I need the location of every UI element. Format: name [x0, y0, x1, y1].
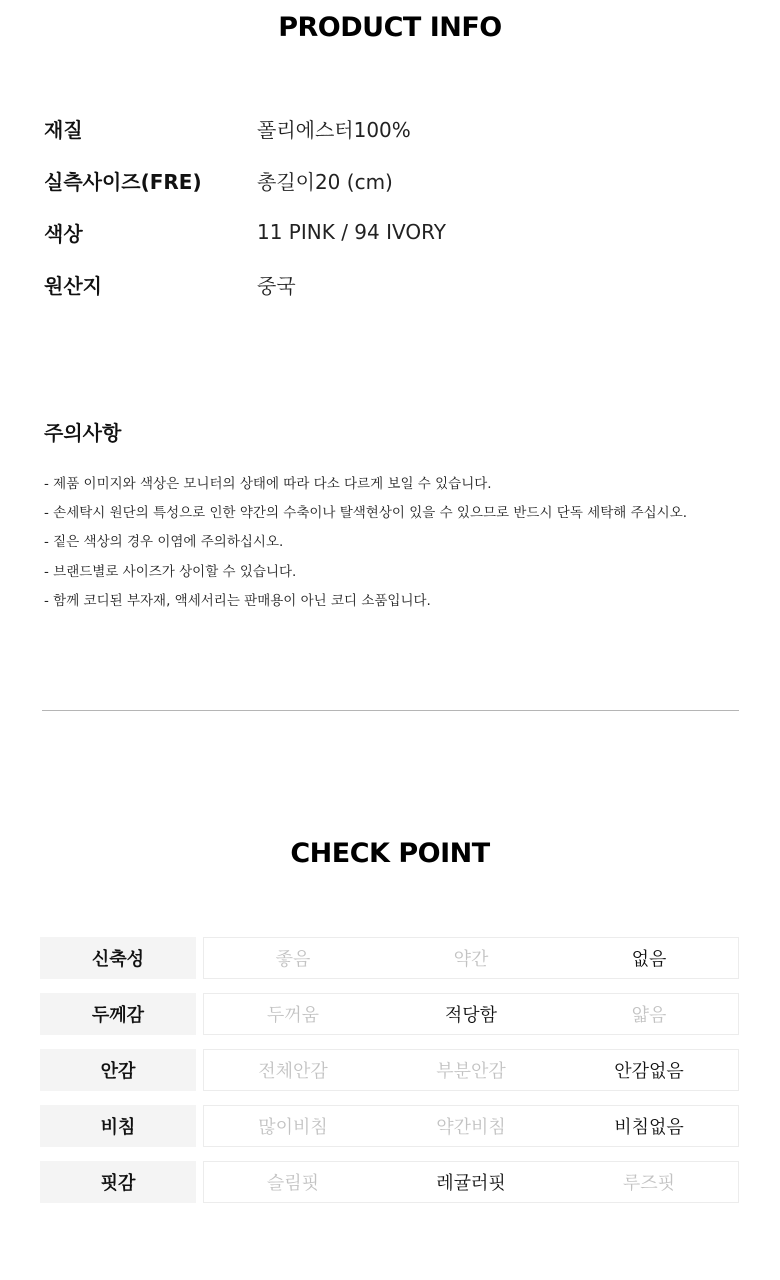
check-label: 신축성: [40, 937, 196, 979]
notice-item: - 짙은 색상의 경우 이염에 주의하십시오.: [44, 534, 284, 551]
section-divider: [42, 710, 739, 711]
check-row-sheerness: [40, 1105, 739, 1147]
info-value: 총길이20 (cm): [257, 169, 393, 194]
info-row-material: [44, 102, 734, 154]
check-option: 두꺼움: [266, 1005, 320, 1026]
check-point-table: [40, 937, 739, 1217]
product-info-title: PRODUCT INFO: [278, 12, 502, 43]
check-label: 안감: [40, 1049, 196, 1091]
check-option: 부분안감: [436, 1061, 506, 1082]
check-option: 적당함: [444, 1005, 498, 1026]
info-value: 중국: [257, 273, 296, 298]
check-options: [203, 1049, 739, 1091]
check-options: [203, 993, 739, 1035]
info-label: 색상: [44, 221, 83, 246]
check-option: 레귤러핏: [436, 1173, 506, 1194]
product-info-table: [44, 102, 734, 310]
check-row-fit: [40, 1161, 739, 1203]
check-option: 많이비침: [258, 1117, 328, 1138]
info-value: 폴리에스터100%: [257, 117, 411, 142]
notice-item: - 손세탁시 원단의 특성으로 인한 약간의 수축이나 탈색현상이 있을 수 있으므로 반드시 단독 세탁해 주십시오.: [44, 505, 688, 522]
check-row-elasticity: [40, 937, 739, 979]
check-option: 좋음: [275, 949, 311, 970]
check-options: [203, 1105, 739, 1147]
info-row-size: [44, 154, 734, 206]
check-option: 없음: [631, 949, 667, 970]
check-option: 비침없음: [614, 1117, 684, 1138]
check-options: [203, 1161, 739, 1203]
info-row-origin: [44, 258, 734, 310]
notice-item: - 함께 코디된 부자재, 액세서리는 판매용이 아닌 코디 소품입니다.: [44, 592, 431, 609]
check-point-title: CHECK POINT: [290, 838, 490, 869]
check-option: 얇음: [631, 1005, 667, 1026]
check-option: 약간비침: [436, 1117, 506, 1138]
check-option: 안감없음: [614, 1061, 684, 1082]
notice-item: - 제품 이미지와 색상은 모니터의 상태에 따라 다소 다르게 보일 수 있습니다.: [44, 476, 492, 492]
check-option: 전체안감: [258, 1061, 328, 1082]
info-row-color: [44, 206, 734, 258]
info-label: 재질: [44, 117, 83, 142]
info-label: 실측사이즈(FRE): [44, 169, 202, 194]
info-value: 11 PINK / 94 IVORY: [257, 220, 446, 244]
info-label: 원산지: [44, 273, 102, 298]
notice-list: [44, 472, 744, 618]
check-options: [203, 937, 739, 979]
check-label: 두께감: [40, 993, 196, 1035]
notice-title: 주의사항: [44, 421, 122, 445]
check-row-thickness: [40, 993, 739, 1035]
check-option: 슬림핏: [266, 1173, 320, 1194]
check-label: 핏감: [40, 1161, 196, 1203]
check-row-lining: [40, 1049, 739, 1091]
check-option: 약간: [453, 949, 489, 970]
check-label: 비침: [40, 1105, 196, 1147]
notice-item: - 브랜드별로 사이즈가 상이할 수 있습니다.: [44, 563, 297, 580]
check-option: 루즈핏: [622, 1173, 676, 1194]
